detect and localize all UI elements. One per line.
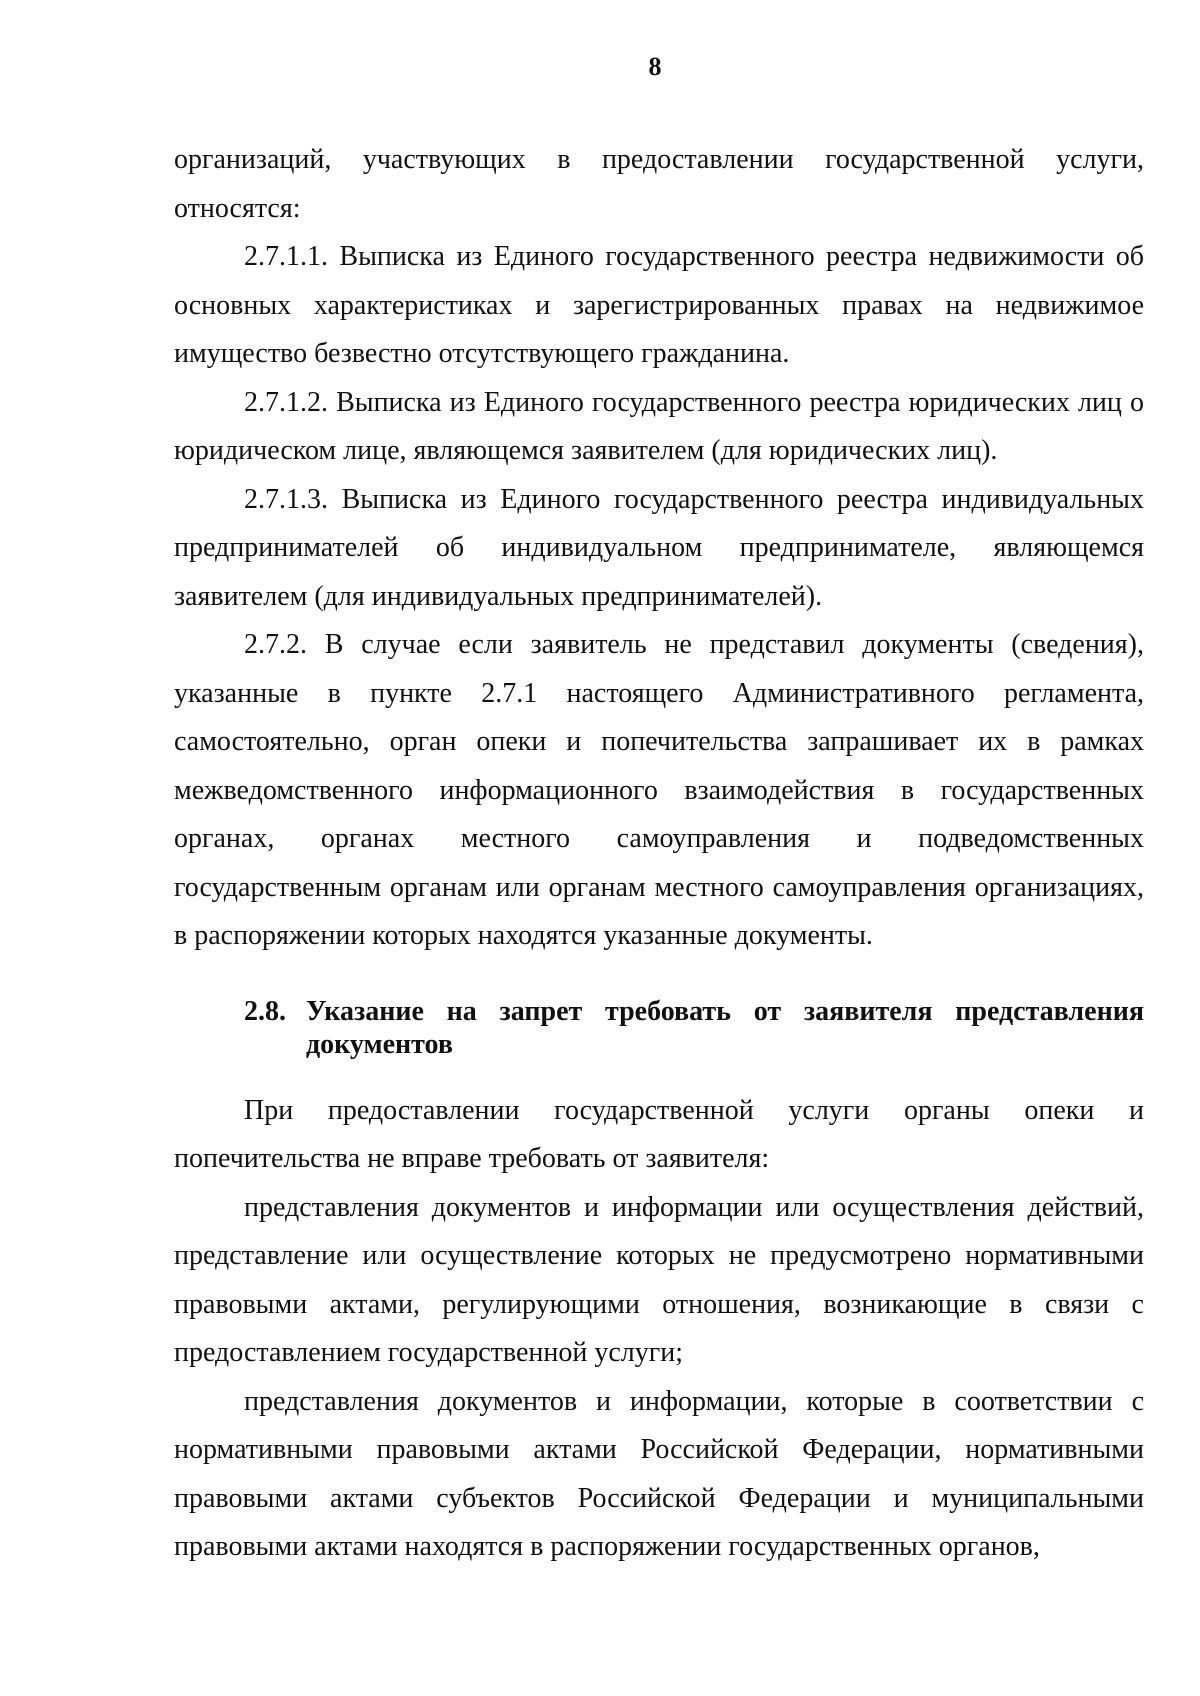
paragraph-2-7-1-2: 2.7.1.2. Выписка из Единого государственного реестра юридических лиц о юридическом лице, являющемся заявителем (для юридических лиц).: [174, 386, 1144, 466]
paragraph-2-7-2: 2.7.2. В случае если заявитель не представил документы (сведения), указанные в пункте 2.7.1 настоящего Административного регламента, самостоятельно, орган опеки и попечительства запрашивает их в рамках межведомственного информационного взаимодействия в государственных органах, органах местного самоуправления и подведомственных государственным органам или органам местного самоуправления организациях, в распоряжении которых находятся указанные документы.: [174, 629, 1144, 951]
section-heading: [174, 995, 1144, 1061]
paragraph-prohibition-item-1: представления документов и информации или осуществления действий, представление или осуществление которых не предусмотрено нормативными правовыми актами, регулирующими отношения, возникающие в связи с предоставлением государственной услуги;: [174, 1191, 1144, 1368]
paragraph-2-7-1-1: 2.7.1.1. Выписка из Единого государственного реестра недвижимости об основных характеристиках и зарегистрированных правах на недвижимое имущество безвестно отсутствующего гражданина.: [174, 241, 1144, 369]
paragraph-prohibition-intro: При предоставлении государственной услуги органы опеки и попечительства не вправе требовать от заявителя:: [174, 1094, 1144, 1174]
paragraph-continuation: организаций, участвующих в предоставлении государственной услуги, относятся:: [174, 144, 1144, 224]
document-body: [174, 136, 1144, 1572]
paragraph-prohibition-item-2: представления документов и информации, которые в соответствии с нормативными правовыми актами Российской Федерации, нормативными правовыми актами субъектов Российской Федерации и муниципальными правовыми актами находятся в распоряжении государственных органов,: [174, 1385, 1144, 1562]
section-title: Указание на запрет требовать от заявителя представления документов: [306, 995, 1144, 1060]
section-number: 2.8.: [244, 995, 286, 1027]
paragraph-2-7-1-3: 2.7.1.3. Выписка из Единого государственного реестра индивидуальных предпринимателей об индивидуальном предпринимателе, являющемся заявителем (для индивидуальных предпринимателей).: [174, 483, 1144, 612]
page-number: 8: [648, 52, 662, 81]
